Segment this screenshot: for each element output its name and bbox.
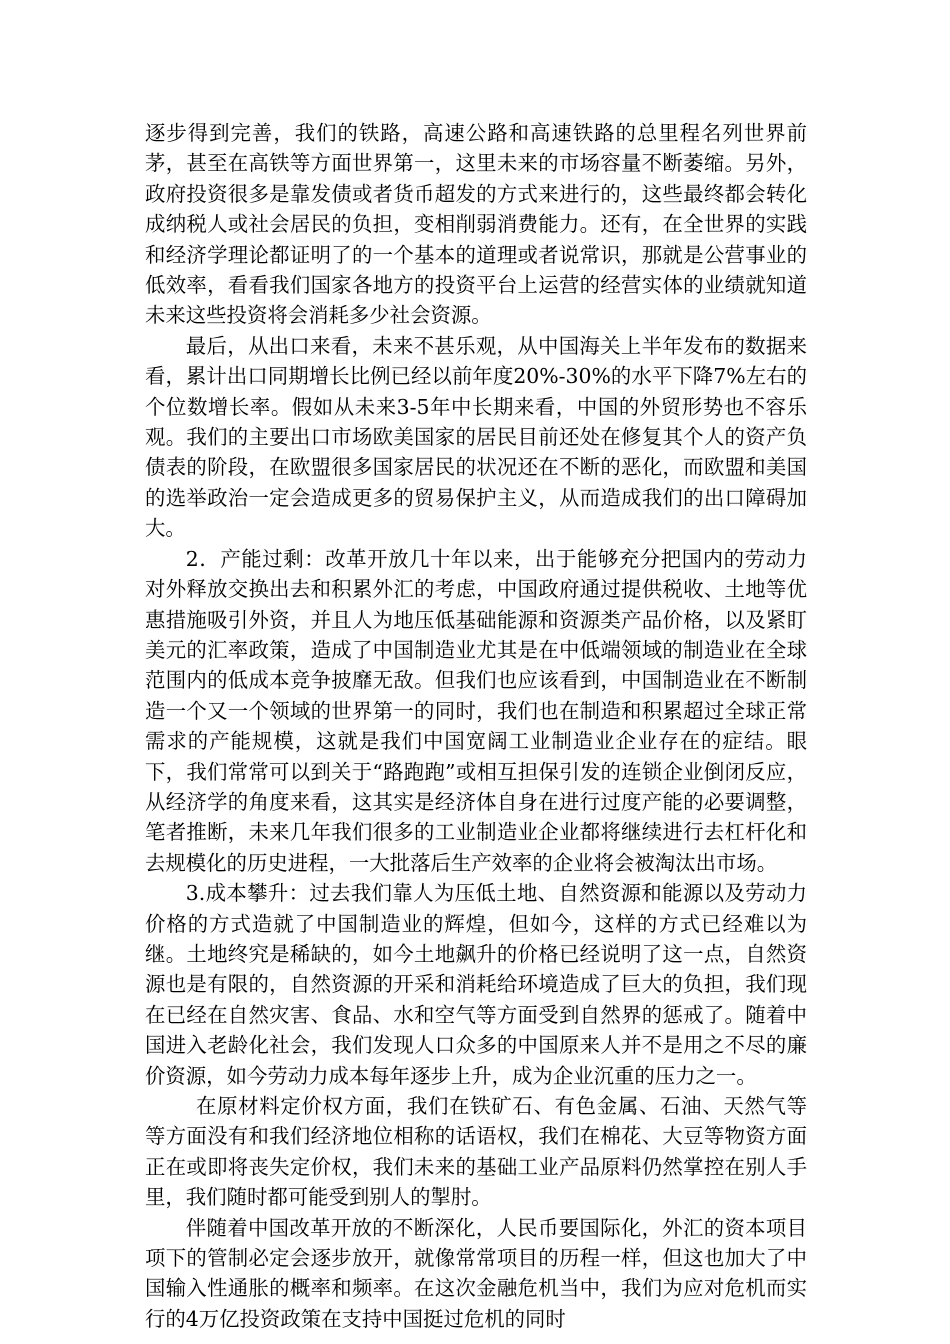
document-page (145, 118, 807, 1334)
paragraph-rising-costs: 3.成本攀升：过去我们靠人为压低土地、自然资源和能源以及劳动力价格的方式造就了中国制造业的辉煌，但如今，这样的方式已经难以为继。土地终究是稀缺的，如今土地飙升的价格已经说明了这一点，自然资源也是有限的，自然资源的开采和消耗给环境造成了巨大的负担，我们现在已经在自然灾害、食品、水和空气等方面受到自然界的惩戒了。随着中国进入老龄化社会，我们发现人口众多的中国原来人并不是用之不尽的廉价资源，如今劳动力成本每年逐步上升，成为企业沉重的压力之一。 (145, 881, 807, 1088)
paragraph-raw-material-pricing: 在原材料定价权方面，我们在铁矿石、有色金属、石油、天然气等等方面没有和我们经济地位相称的话语权，我们在棉花、大豆等物资方面正在或即将丧失定价权，我们未来的基础工业产品原料仍然掌控在别人手里，我们随时都可能受到别人的掣肘。 (145, 1094, 807, 1210)
paragraph-export-outlook: 最后，从出口来看，未来不甚乐观，从中国海关上半年发布的数据来看，累计出口同期增长比例已经以前年度20%-30%的水平下降7%左右的个位数增长率。假如从未来3-5年中长期来看，中国的外贸形势也不容乐观。我们的主要出口市场欧美国家的居民目前还处在修复其个人的资产负债表的阶段，在欧盟很多国家居民的状况还在不断的恶化，而欧盟和美国的选举政治一定会造成更多的贸易保护主义，从而造成我们的出口障碍加大。 (145, 333, 807, 541)
paragraph-infrastructure-investment: 逐步得到完善，我们的铁路，高速公路和高速铁路的总里程名列世界前茅，甚至在高铁等方面世界第一，这里未来的市场容量不断萎缩。另外，政府投资很多是靠发债或者货币超发的方式来进行的，这些最终都会转化成纳税人或社会居民的负担，变相削弱消费能力。还有，在全世界的实践和经济学理论都证明了的一个基本的道理或者说常识，那就是公营事业的低效率，看看我们国家各地方的投资平台上运营的经营实体的业绩就知道未来这些投资将会消耗多少社会资源。 (145, 121, 807, 328)
paragraph-rmb-internationalization: 伴随着中国改革开放的不断深化，人民币要国际化，外汇的资本项目项下的管制必定会逐步放开，就像常常项目的历程一样，但这也加大了中国输入性通胀的概率和频率。在这次金融危机当中，我们为应对危机而实行的4万亿投资政策在支持中国挺过危机的同时 (145, 1215, 807, 1331)
paragraph-overcapacity: 2．产能过剩：改革开放几十年以来，出于能够充分把国内的劳动力对外释放交换出去和积累外汇的考虑，中国政府通过提供税收、土地等优惠措施吸引外资，并且人为地压低基础能源和资源类产品价格，以及紧盯美元的汇率政策，造成了中国制造业尤其是在中低端领域的制造业在全球范围内的低成本竞争披靡无敌。但我们也应该看到，中国制造业在不断制造一个又一个领域的世界第一的同时，我们也在制造和积累超过全球正常需求的产能规模，这就是我们中国宽阔工业制造业企业存在的症结。眼下，我们常常可以到关于“路跑跑”或相互担保引发的连锁企业倒闭反应，从经济学的角度来看，这其实是经济体自身在进行过度产能的必要调整，笔者推断，未来几年我们很多的工业制造业企业都将继续进行去杠杆化和去规模化的历史进程，一大批落后生产效率的企业将会被淘汰出市场。 (145, 546, 807, 875)
